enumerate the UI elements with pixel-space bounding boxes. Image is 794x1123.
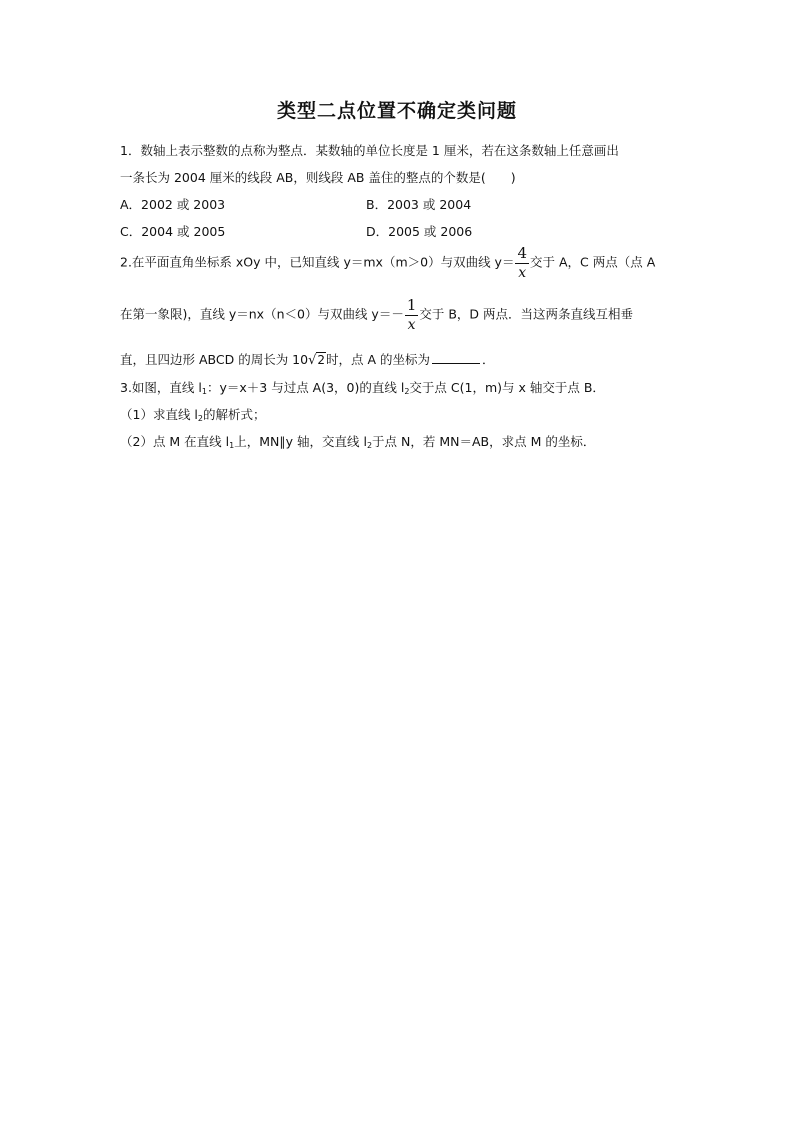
- q3-line3-text-a: （2）点 M 在直线 l: [120, 434, 230, 449]
- square-root: [308, 353, 326, 368]
- q1-option-a: A．2002 或 2003: [120, 197, 226, 212]
- q1-stem-line2: 一条长为 2004 厘米的线段 AB，则线段 AB 盖住的整点的个数是( ): [120, 170, 516, 185]
- fraction-numerator: 4: [517, 244, 527, 262]
- q2-line1-text-b: 交于 A，C 两点（点 A: [530, 254, 656, 270]
- q3-line3-text-c: 于点 N，若 MN＝AB，求点 M 的坐标．: [372, 434, 596, 449]
- q3-subquestion-1: [120, 405, 266, 423]
- q1-options-row2: [120, 222, 473, 240]
- q3-line2-text-a: （1）求直线 l: [120, 407, 198, 422]
- answer-blank: [432, 353, 480, 364]
- q2-line2-text-b: 交于 B，D 两点．当这两条直线互相垂: [419, 306, 634, 322]
- subscript: 1: [229, 441, 235, 450]
- subscript: 2: [404, 387, 410, 396]
- fraction-numerator: 1: [406, 296, 417, 314]
- subscript: 1: [201, 387, 207, 396]
- q3-line1-text-a: 3.如图，直线 l: [120, 380, 202, 395]
- q1-option-c: C．2004 或 2005: [120, 224, 226, 239]
- q3-line1-text-b: ：y＝x＋3 与过点 A(3，0)的直线 l: [206, 380, 405, 395]
- q2-line3-text-b: 时，点 A 的坐标为: [326, 352, 431, 367]
- q3-line3-text-b: 上，MN∥y 轴，交直线 l: [234, 434, 367, 449]
- q2-stem-line1: [120, 246, 655, 280]
- fraction-denominator: x: [407, 317, 416, 333]
- q2-line3-text-a: 直，且四边形 ABCD 的周长为 10: [120, 352, 309, 367]
- q1-options-row1: [120, 195, 472, 213]
- q2-stem-line3: [120, 350, 495, 368]
- q3-stem-line1: [120, 378, 605, 396]
- q3-subquestion-2: [120, 432, 595, 450]
- q2-line2-text-a: 在第一象限)，直线 y＝nx（n＜0）与双曲线 y＝－: [120, 306, 404, 322]
- fraction-4-over-x: [515, 246, 529, 280]
- q1-option-b: B．2003 或 2004: [366, 197, 472, 212]
- fraction-1-over-x: [405, 298, 419, 332]
- q3-line1-text-c: 交于点 C(1，m)与 x 轴交于点 B．: [409, 380, 605, 395]
- q1-option-d: D．2005 或 2006: [366, 224, 473, 239]
- page-title: 类型二点位置不确定类问题: [276, 100, 517, 122]
- subscript: 2: [366, 441, 373, 450]
- q2-line1-text-a: 2.在平面直角坐标系 xOy 中，已知直线 y＝mx（m＞0）与双曲线 y＝: [120, 254, 515, 270]
- radicand: 2: [317, 353, 326, 367]
- q2-line3-text-c: ．: [482, 352, 495, 367]
- q1-stem-line1: 1．数轴上表示整数的点称为整点．某数轴的单位长度是 1 厘米，若在这条数轴上任意画出: [120, 143, 619, 158]
- q2-stem-line2: [120, 298, 633, 332]
- subscript: 2: [197, 414, 203, 423]
- fraction-denominator: x: [518, 265, 527, 281]
- radical-sign-icon: √: [308, 353, 317, 368]
- q3-line2-text-b: 的解析式；: [203, 407, 266, 422]
